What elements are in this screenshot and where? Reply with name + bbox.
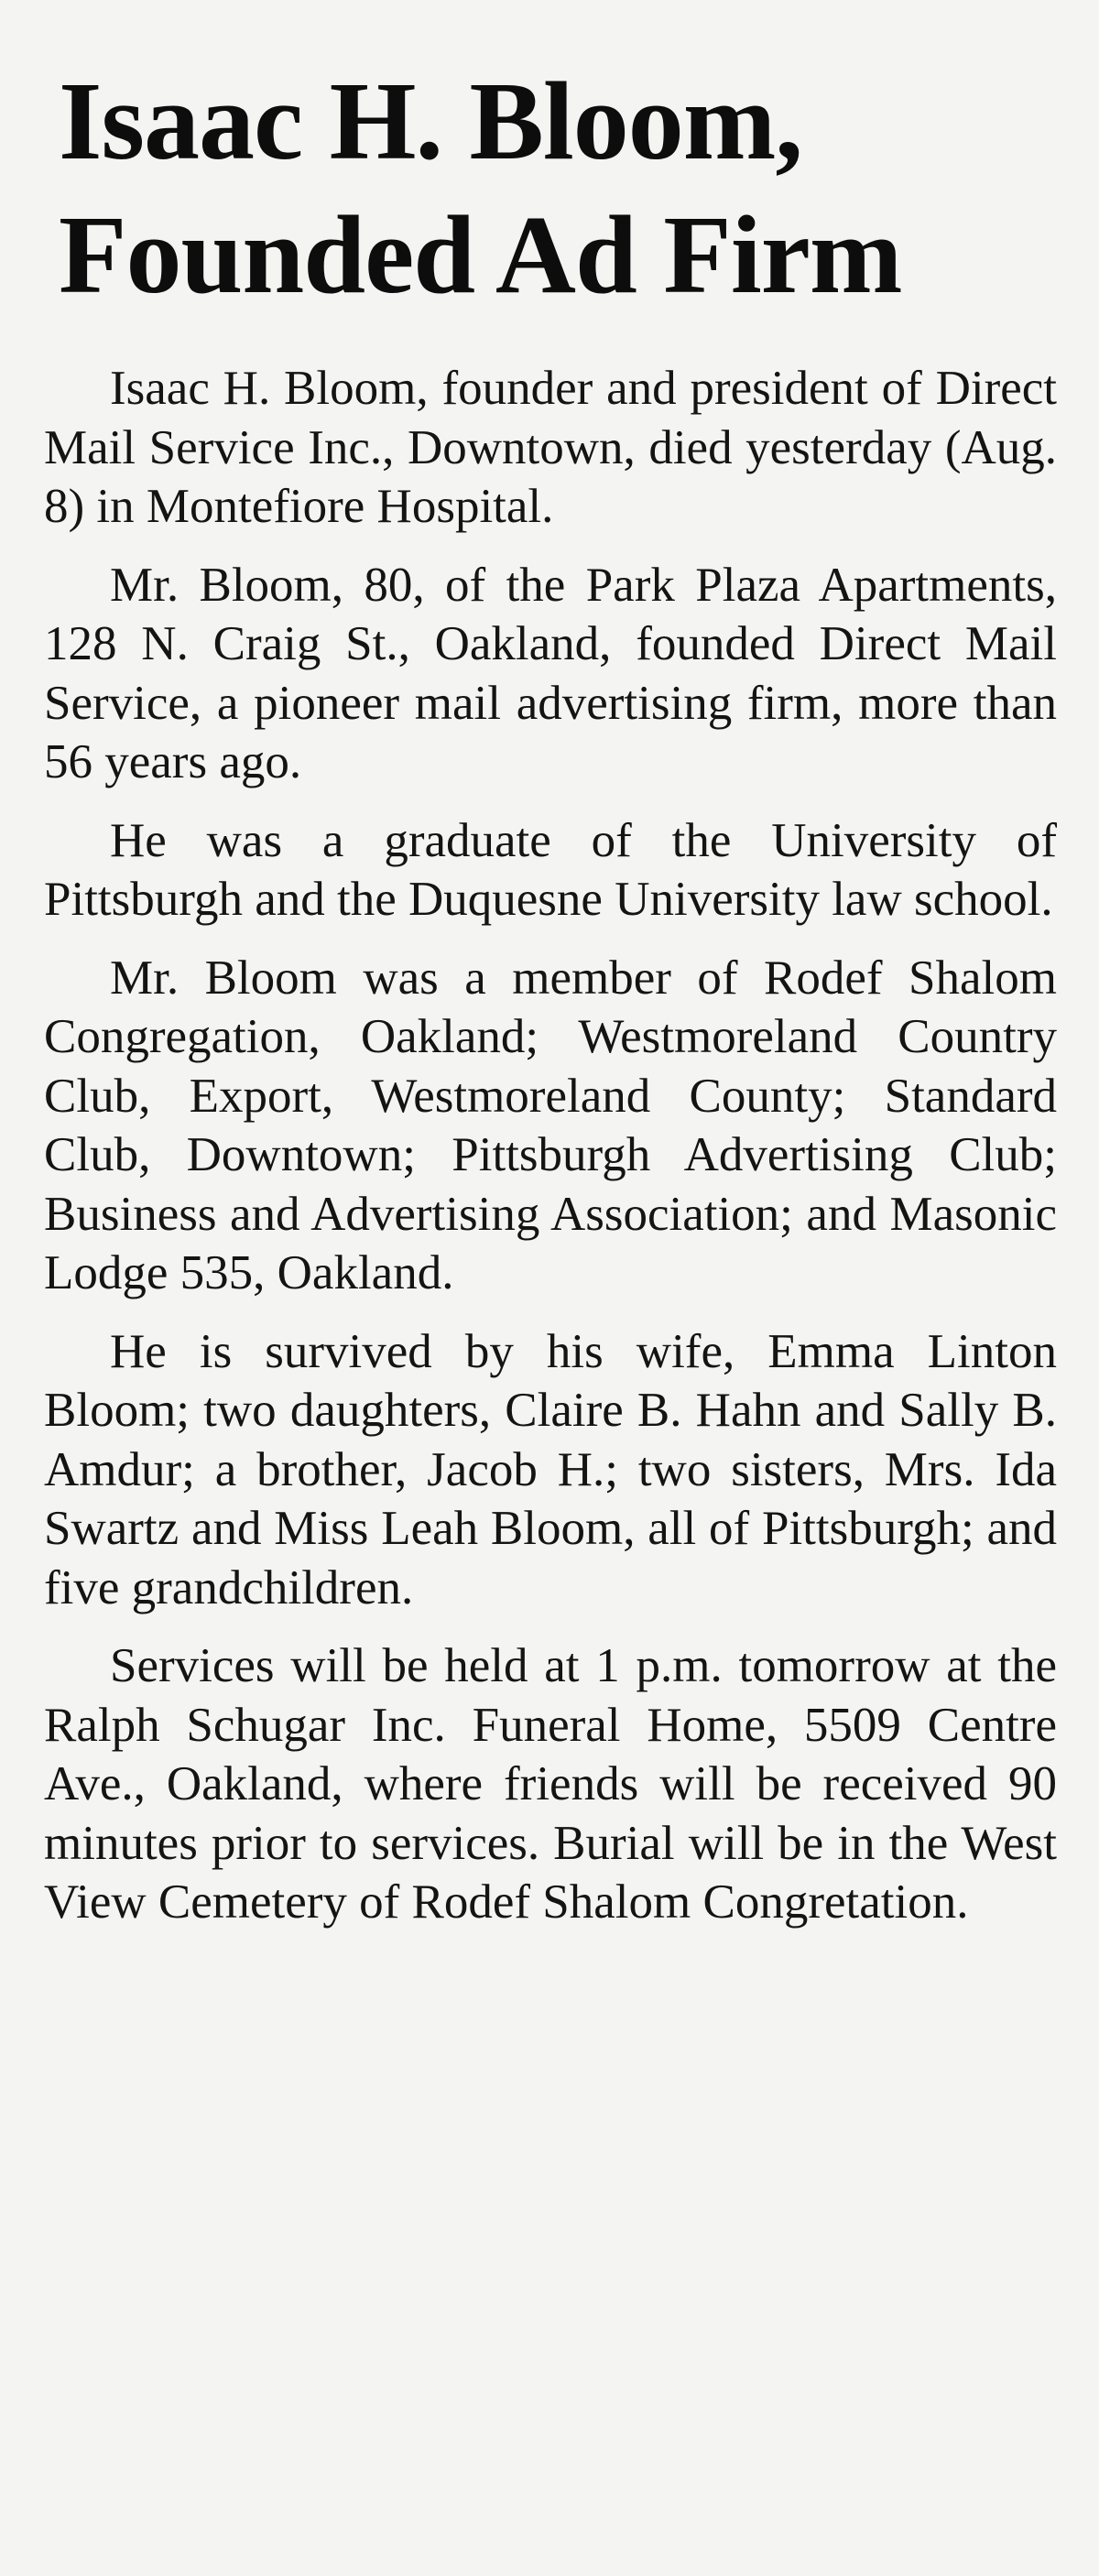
paragraph-memberships: Mr. Bloom was a member of Rodef Shalom Congregation, Oakland; Westmoreland Country Club, Export, Westmoreland County; Standard Club, Downtown; Pittsburgh Advertising Club; Business and Advertising Association; and Masonic Lodge 535, Oakland. bbox=[44, 951, 1057, 1299]
headline-line: Isaac H. Bloom, bbox=[59, 60, 802, 183]
paragraph-biography: Mr. Bloom, 80, of the Park Plaza Apartments, 128 N. Craig St., Oakland, founded Direct Mail Service, a pioneer mail advertising firm, more than 56 years ago. bbox=[44, 558, 1057, 788]
paragraph-survivors: He is survived by his wife, Emma Linton Bloom; two daughters, Claire B. Hahn and Sally B. Amdur; a brother, Jacob H.; two sisters, Mrs. Ida Swartz and Miss Leah Bloom, all of Pittsburgh; and five grandchildren. bbox=[44, 1324, 1057, 1614]
paragraph-services: Services will be held at 1 p.m. tomorrow at the Ralph Schugar Inc. Funeral Home, 5509 Centre Ave., Oakland, where friends will be received 90 minutes prior to services. Burial will be in the West View Cemetery of Rodef Shalom Congretation. bbox=[44, 1639, 1057, 1929]
headline bbox=[44, 55, 1057, 322]
paragraph-death-notice: Isaac H. Bloom, founder and president of Direct Mail Service Inc., Downtown, died yesterday (Aug. 8) in Montefiore Hospital. bbox=[44, 362, 1057, 533]
headline-line: Founded Ad Firm bbox=[59, 193, 902, 317]
article-body bbox=[44, 359, 1057, 1932]
paragraph-education: He was a graduate of the University of Pittsburgh and the Duquesne University law school. bbox=[44, 813, 1057, 926]
